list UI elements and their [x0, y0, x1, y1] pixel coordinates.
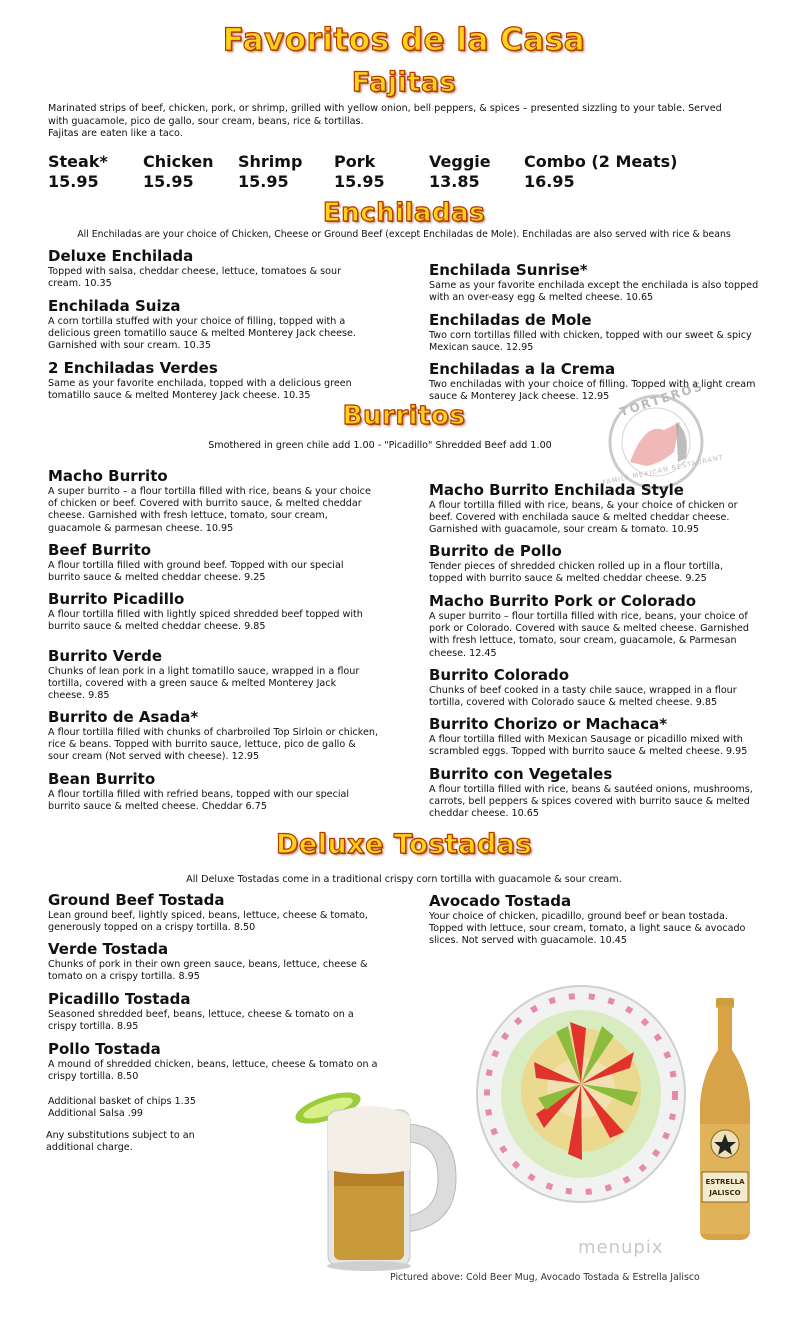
extra-salsa: Additional Salsa .99: [48, 1108, 144, 1119]
menu-item: [48, 991, 368, 1033]
fajita-option-price: 15.95: [143, 172, 194, 191]
fajitas-desc-line-2: with guacamole, pico de gallo, sour cream, beans, rice & tortillas.: [48, 115, 364, 127]
item-name: Burrito Picadillo: [48, 590, 185, 608]
estrella-jalisco-bottle-image: [694, 994, 756, 1244]
item-desc: A flour tortilla filled with refried beans, topped with our special burrito sauce & melted cheese. Cheddar 6.75: [48, 789, 350, 813]
item-name: Enchiladas a la Crema: [429, 360, 616, 378]
picture-caption: Pictured above: Cold Beer Mug, Avocado Tostada & Estrella Jalisco: [390, 1272, 700, 1283]
fajitas-title: Fajitas: [351, 67, 457, 98]
logo-bottom-text: FAMILY MEXICAN RESTAURANT: [601, 453, 725, 487]
item-desc: A super burrito – flour tortilla filled with rice, beans, your choice of pork or Colorado. Covered with sauce & melted cheese. Garnished with fresh lettuce, tomato, sour cream, guacamole, & Parmesan cheese. 12.45: [429, 611, 750, 659]
item-desc: Seasoned shredded beef, beans, lettuce, cheese & tomato on a crispy tortilla. 8.95: [48, 1009, 354, 1033]
item-name: Pollo Tostada: [48, 1040, 161, 1058]
fajita-option-price: 15.95: [238, 172, 289, 191]
burritos-note: Smothered in green chile add 1.00 - "Picadillo" Shredded Beef add 1.00: [208, 440, 552, 451]
item-name: Burrito Verde: [48, 647, 163, 665]
item-name: Burrito Chorizo or Machaca*: [429, 715, 668, 733]
fajita-option-price: 15.95: [48, 172, 99, 191]
menupix-watermark: menupix: [578, 1237, 664, 1258]
tostadas-title: Deluxe Tostadas: [275, 829, 533, 860]
item-name: Burrito de Pollo: [429, 542, 562, 560]
menu-item: [48, 298, 373, 353]
menu-item: [48, 248, 368, 290]
item-desc: Your choice of chicken, picadillo, ground beef or bean tostada. Topped with lettuce, sour cream, tomato, a light sauce & avocado slices. Not served with guacamole. 10.45: [429, 911, 746, 947]
fajita-option-pork: [334, 152, 385, 192]
item-desc: A flour tortilla filled with lightly spiced shredded beef topped with burrito sauce & melted cheddar cheese. 9.85: [48, 609, 363, 633]
menu-item: [429, 593, 759, 660]
item-desc: Lean ground beef, lightly spiced, beans, lettuce, cheese & tomato, generously topped on a crispy tortilla. 8.50: [48, 910, 368, 934]
item-desc: A flour tortilla filled with ground beef. Topped with our special burrito sauce & melted cheddar cheese. 9.25: [48, 560, 344, 584]
fajita-option-combo: [524, 152, 678, 192]
tostadas-note: All Deluxe Tostadas come in a traditional crispy corn tortilla with guacamole & sour cream.: [186, 874, 622, 885]
menu-item: [48, 892, 384, 934]
fajita-option-price: 15.95: [334, 172, 385, 191]
menu-item: [48, 771, 376, 813]
fajita-option-chicken: [143, 152, 214, 192]
item-desc: Same as your favorite enchilada except the enchilada is also topped with an over-easy egg & melted cheese. 10.65: [429, 280, 759, 304]
beer-label-line2: JALISCO: [709, 1189, 741, 1197]
menu-item: [429, 312, 759, 354]
menu-item: [429, 667, 759, 709]
fajita-option-name: Pork: [334, 152, 376, 171]
item-desc: Two corn tortillas filled with chicken, topped with our sweet & spicy Mexican sauce. 12.95: [429, 330, 752, 354]
burritos-title: Burritos: [342, 401, 466, 431]
item-name: Macho Burrito Pork or Colorado: [429, 592, 697, 610]
menu-item: [48, 360, 373, 402]
item-name: Burrito de Asada*: [48, 708, 199, 726]
menu-item: [48, 468, 376, 535]
logo-top-text: TORTEROS: [617, 378, 706, 420]
item-desc: Two enchiladas with your choice of filling. Topped with a light cream sauce & Monterey Jack cheese. 12.95: [429, 379, 756, 403]
item-desc: Topped with salsa, cheddar cheese, lettuce, tomatoes & sour cream. 10.35: [48, 266, 342, 290]
item-desc: A flour tortilla filled with Mexican Sausage or picadillo mixed with scrambled eggs. Topped with burrito sauce & melted cheese. 9.95: [429, 734, 748, 758]
item-name: 2 Enchiladas Verdes: [48, 359, 218, 377]
menu-item: [429, 262, 759, 304]
avocado-tostada-image: [474, 982, 688, 1204]
item-name: Enchiladas de Mole: [429, 311, 592, 329]
item-name: Deluxe Enchilada: [48, 247, 194, 265]
fajita-option-price: 13.85: [429, 172, 480, 191]
fajita-option-steak: [48, 152, 108, 192]
enchiladas-note: All Enchiladas are your choice of Chicken, Cheese or Ground Beef (except Enchiladas de Mole). Enchiladas are also served with rice & beans: [77, 229, 731, 240]
fajitas-description: [48, 103, 768, 141]
menu-item: [48, 1041, 388, 1083]
item-desc: A flour tortilla filled with chunks of charbroiled Top Sirloin or chicken, rice & beans. Topped with burrito sauce, lettuce, pico de gallo & sour cream (Not served with cheese). 12.95: [48, 727, 379, 763]
fajita-option-name: Steak*: [48, 152, 108, 171]
fajita-option-price: 16.95: [524, 172, 575, 191]
fajita-option-name: Chicken: [143, 152, 214, 171]
item-name: Burrito Colorado: [429, 666, 570, 684]
item-name: Macho Burrito Enchilada Style: [429, 481, 684, 499]
page-title: Favoritos de la Casa: [222, 22, 586, 58]
item-name: Verde Tostada: [48, 940, 169, 958]
enchiladas-title: Enchiladas: [322, 198, 486, 228]
menu-item: [429, 543, 759, 585]
menu-item: [429, 766, 759, 821]
item-name: Macho Burrito: [48, 467, 168, 485]
menu-item: [48, 648, 376, 703]
menu-item: [48, 591, 378, 633]
fajita-option-veggie: [429, 152, 491, 192]
substitutions-note: Any substitutions subject to an additional charge.: [46, 1130, 195, 1153]
item-name: Enchilada Suiza: [48, 297, 181, 315]
item-name: Beef Burrito: [48, 541, 152, 559]
item-name: Bean Burrito: [48, 770, 156, 788]
item-name: Avocado Tostada: [429, 892, 572, 910]
fajita-option-name: Combo (2 Meats): [524, 152, 678, 171]
beer-mug-image: [286, 1086, 466, 1272]
menu-item: [429, 893, 764, 948]
beer-label-line1: ESTRELLA: [705, 1178, 745, 1186]
fajitas-desc-line-1: Marinated strips of beef, chicken, pork, or shrimp, grilled with yellow onion, bell peppers, & spices – presented sizzling to your table. Served: [48, 103, 722, 114]
item-desc: A super burrito – a flour tortilla filled with rice, beans & your choice of chicken or beef. Covered with burrito sauce, & melted cheddar cheese. Garnished with fresh lettuce, tomato, sour cream, guacamole & parmesan cheese. 10.95: [48, 486, 371, 534]
fajita-option-name: Veggie: [429, 152, 491, 171]
fajita-option-shrimp: [238, 152, 302, 192]
item-desc: Chunks of lean pork in a light tomatillo sauce, wrapped in a flour tortilla, covered with a green sauce & melted Monterey Jack cheese. 9.85: [48, 666, 360, 702]
item-desc: Tender pieces of shredded chicken rolled up in a flour tortilla, topped with burrito sauce & melted cheddar cheese. 9.25: [429, 561, 724, 585]
item-desc: A corn tortilla stuffed with your choice of filling, topped with a delicious green tomatillo sauce & melted Monterey Jack cheese. Garnished with sour cream. 10.35: [48, 316, 356, 352]
item-name: Picadillo Tostada: [48, 990, 191, 1008]
menu-item: [48, 941, 384, 983]
menu-item: [48, 709, 378, 764]
menu-item: [429, 482, 759, 537]
extra-chips: Additional basket of chips 1.35: [48, 1096, 196, 1107]
item-desc: Chunks of beef cooked in a tasty chile sauce, wrapped in a flour tortilla, covered with Colorado sauce & melted cheese. 9.85: [429, 685, 737, 709]
item-desc: A flour tortilla filled with rice, beans & sautéed onions, mushrooms, carrots, bell peppers & spices covered with burrito sauce & melted cheddar cheese. 10.65: [429, 784, 753, 820]
item-desc: A flour tortilla filled with rice, beans, & your choice of chicken or beef. Covered with enchilada sauce & melted cheddar cheese. Garnished with guacamole, sour cream & tomato. 10.95: [429, 500, 738, 536]
item-name: Ground Beef Tostada: [48, 891, 225, 909]
item-desc: Same as your favorite enchilada, topped with a delicious green tomatillo sauce & melted Monterey Jack cheese. 10.35: [48, 378, 352, 402]
menu-item: [429, 716, 765, 758]
item-desc: Chunks of pork in their own green sauce, beans, lettuce, cheese & tomato on a crispy tortilla. 8.95: [48, 959, 368, 983]
item-desc: A mound of shredded chicken, beans, lettuce, cheese & tomato on a crispy tortilla. 8.50: [48, 1059, 378, 1083]
item-name: Enchilada Sunrise*: [429, 261, 588, 279]
fajita-option-name: Shrimp: [238, 152, 303, 171]
item-name: Burrito con Vegetales: [429, 765, 613, 783]
fajitas-desc-line-3: Fajitas are eaten like a taco.: [48, 128, 183, 140]
menu-item: [48, 542, 376, 584]
